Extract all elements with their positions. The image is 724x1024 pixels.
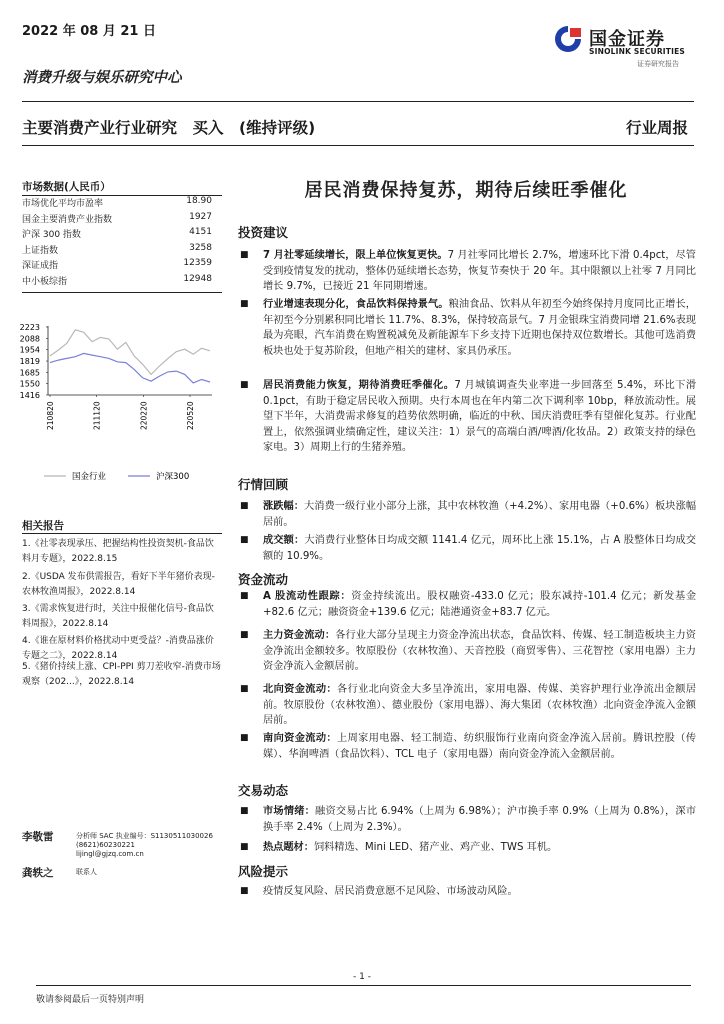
related-item[interactable]: 4.《谁在原材料价格扰动中更受益？-消费品涨价专题之二》，2022.8.14 bbox=[22, 636, 214, 661]
market-row: 深证成指 12359 bbox=[22, 258, 212, 271]
footer-rule bbox=[36, 985, 691, 986]
report-title: 主要消费产业行业研究 买入 (维持评级) bbox=[22, 119, 316, 137]
para-invest-3: ■ 居民消费能力恢复，期待消费旺季催化。7 月城镇调查失业率进一步回落至 5.4%，环比下滑 0.1pct，有助于稳定居民收入预期。央行本周也在年内第二次下调利率 10bp，释放流动性。展望下半年，大消费需求修复的趋势依然明确，临近的中秋、国庆消费旺季有望催化复苏。行业配置上，依然强调业绩确定性，建议关注：1）景气的高端白酒/啤酒/化妆品。2）政策支持的绿色家电。3）周期上行的生猪养殖。 bbox=[240, 380, 697, 454]
company-logo bbox=[553, 24, 693, 68]
y-tick-label: 1550 bbox=[19, 379, 40, 389]
y-tick-label: 2088 bbox=[19, 334, 40, 344]
y-tick-label: 1819 bbox=[19, 357, 40, 367]
legend-label: 国金行业 bbox=[72, 472, 107, 482]
y-tick-label: 1685 bbox=[19, 368, 40, 378]
section-flow: 资金流动 bbox=[238, 572, 289, 587]
logo-mark-icon bbox=[553, 24, 583, 54]
x-tick-label: 210820 bbox=[46, 401, 55, 430]
para-flow-2: ■ 主力资金流动：各行业大部分呈现主力资金净流出状态，食品饮料、传媒、轻工制造板块主力资金净流出金额较多。牧原股份（农林牧渔）、天音控股（商贸零售）、三花智控（家用电器）主力资金净流入金额居前。 bbox=[240, 630, 696, 673]
market-row: 沪深 300 指数 4151 bbox=[22, 227, 212, 240]
logo-sub: 证券研究报告 bbox=[637, 60, 679, 68]
related-item[interactable]: 1.《社零表现承压、把握结构性投资契机-食品饮料月专题》，2022.8.15 bbox=[22, 539, 214, 564]
para-flow-1: ■ A 股流动性跟踪：资金持续流出。股权融资-433.0 亿元；股东减持-101.4 亿元；新发基金+82.6 亿元；融资资金+139.6 亿元；陆港通资金+83.7 亿元。 bbox=[240, 591, 697, 618]
series-line-2 bbox=[50, 353, 210, 383]
x-tick-label: 220220 bbox=[139, 401, 149, 430]
y-tick-label: 1416 bbox=[19, 391, 40, 400]
logo-cn: 国金证券 bbox=[589, 29, 665, 50]
index-chart bbox=[18, 318, 218, 493]
market-row: 市场优化平均市盈率 18.90 bbox=[22, 196, 212, 209]
market-row: 中小板综指 12948 bbox=[22, 274, 212, 287]
market-row: 国金主要消费产业指数 1927 bbox=[22, 212, 212, 225]
para-trade-1: ■ 市场情绪：融资交易占比 6.94%（上周为 6.98%）；沪市换手率 0.9%（上周为 0.8%），深市换手率 2.4%（上周为 2.3%）。 bbox=[240, 806, 697, 833]
para-trade-2: ■ 热点题材：饲料精选、Mini LED、猪产业、鸡产业、TWS 耳机。 bbox=[240, 842, 558, 853]
related-rule bbox=[22, 533, 222, 534]
report-date: 2022 年 08 月 21 日 bbox=[22, 24, 156, 39]
y-tick-label: 1954 bbox=[19, 345, 40, 355]
x-tick-label: 211120 bbox=[92, 401, 102, 430]
y-tick-label: 2223 bbox=[19, 323, 40, 332]
para-review-1: ■ 涨跌幅：大消费一级行业小部分上涨，其中农林牧渔（+4.2%）、家用电器（+0.6%）板块涨幅居前。 bbox=[240, 501, 697, 528]
main-title: 居民消费保持复苏，期待后续旺季催化 bbox=[304, 180, 628, 201]
analyst-info: 联系人 bbox=[76, 868, 97, 876]
logo-en: SINOLINK SECURITIES bbox=[589, 47, 686, 56]
para-invest-1: ■ 7 月社零延续增长，限上单位恢复更快。7 月社零同比增长 2.7%，增速环比下滑 0.4pct，尽管受到疫情复发的扰动，整体仍延续增长态势，恢复节奏快于 20 年。其中限额以上社零 7 月同比增长 9.7%，已接近 21 年同期增速。 bbox=[240, 250, 696, 293]
related-item[interactable]: 3.《需求恢复进行时，关注中报催化信号-食品饮料周报》，2022.8.14 bbox=[22, 604, 214, 629]
section-invest: 投资建议 bbox=[238, 225, 289, 240]
analyst-name: 李敬雷 bbox=[22, 831, 54, 843]
related-item[interactable]: 2.《USDA 发布供需报告，看好下半年猪价表现-农林牧渔周报》，2022.8.14 bbox=[22, 572, 215, 597]
section-trade: 交易动态 bbox=[238, 783, 289, 798]
series-line-1 bbox=[50, 330, 210, 375]
report-type: 行业周报 bbox=[625, 119, 688, 137]
research-center: 消费升级与娱乐研究中心 bbox=[22, 70, 182, 86]
para-flow-4: ■ 南向资金流动：上周家用电器、轻工制造、纺织服饰行业南向资金净流入居前。腾讯控股（传媒）、华润啤酒（食品饮料）、TCL 电子（家用电器）南向资金净流入金额居前。 bbox=[240, 733, 697, 760]
section-risk: 风险提示 bbox=[238, 864, 289, 879]
para-review-2: ■ 成交额：大消费行业整体日均成交额 1141.4 亿元，周环比上涨 15.1%，占 A 股整体日均成交额的 10.9%。 bbox=[240, 535, 696, 562]
market-data-title: 市场数据(人民币） bbox=[22, 181, 111, 193]
para-flow-3: ■ 北向资金流动：各行业北向资金大多呈净流出，家用电器、传媒、美容护理行业净流出金额居前。牧原股份（农林牧渔）、德业股份（家用电器）、海大集团（农林牧渔）北向资金净流入金额居前。 bbox=[240, 684, 697, 727]
section-review: 行情回顾 bbox=[238, 477, 289, 492]
footer-disclaimer: 敬请参阅最后一页特别声明 bbox=[36, 995, 145, 1005]
para-risk-1: ■ 疫情反复风险、居民消费意愿不足风险、市场波动风险。 bbox=[240, 886, 518, 897]
page-number: - 1 - bbox=[353, 972, 371, 982]
para-invest-2: ■ 行业增速表现分化，食品饮料保持景气。粮油食品、饮料从年初至今始终保持月度同比正增长，年初至今分别累积同比增长 11.7%、8.3%，保持较高景气。7 月金银珠宝消费同增 21.6%表现最为亮眼，汽车消费在购置税减免及新能源车下乡支持下近期也保持双位数增长。其他可选消费板块也处于复苏阶段，但地产相关的建材、家具仍承压。 bbox=[240, 299, 696, 357]
header-rule-bottom bbox=[22, 145, 694, 146]
analyst-info: 分析师 SAC 执业编号：S1130511030026 (8621)60230221 lijingl@gjzq.com.cn bbox=[76, 832, 213, 858]
x-tick-label: 220520 bbox=[186, 401, 195, 430]
related-title: 相关报告 bbox=[22, 520, 64, 532]
header-rule-top bbox=[22, 101, 694, 102]
analyst-name: 龚轶之 bbox=[22, 867, 54, 879]
market-row: 上证指数 3258 bbox=[22, 243, 212, 256]
legend-label: 沪深300 bbox=[156, 472, 190, 482]
market-data-bottom-rule bbox=[22, 292, 222, 293]
related-item[interactable]: 5.《猪价持续上涨、CPI-PPI 剪刀差收窄-消费市场观察（202...》，2022.8.14 bbox=[22, 662, 221, 687]
